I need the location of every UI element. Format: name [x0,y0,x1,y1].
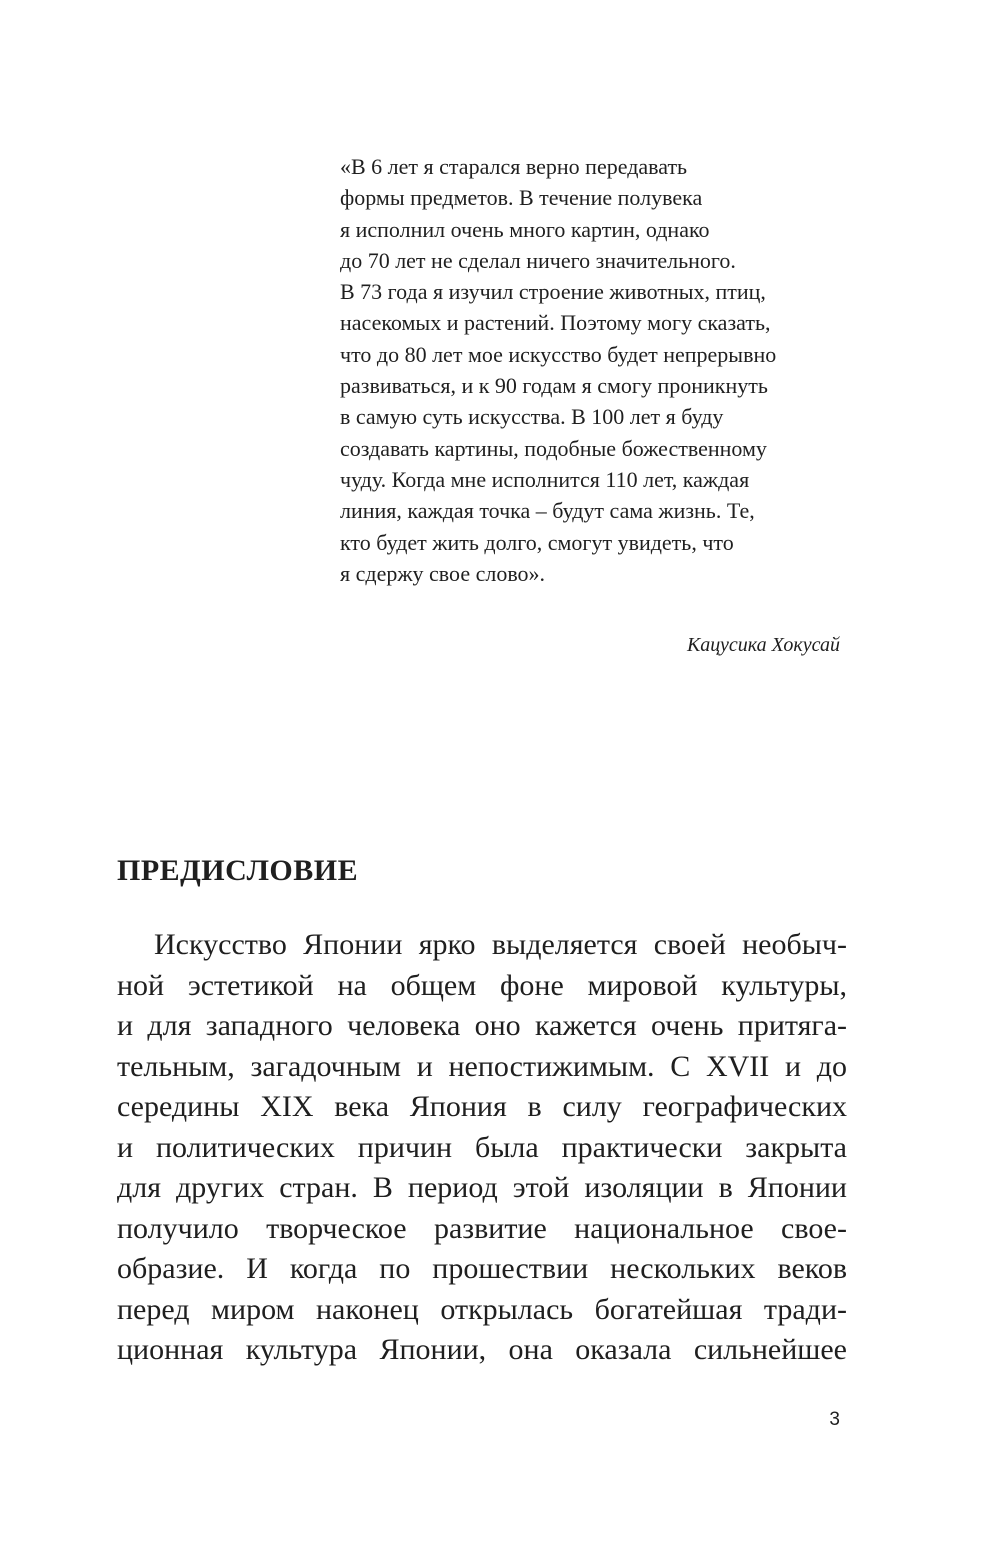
epigraph-line: формы предметов. В течение полувека [340,185,703,211]
paragraph-line: середины XIX века Япония в силу географических [117,1090,847,1123]
epigraph-line: чуду. Когда мне исполнится 110 лет, каждая [340,466,750,492]
preface-paragraph [117,925,847,1371]
epigraph-line: кто будет жить долго, смогут увидеть, что [340,529,734,555]
epigraph-line: что до 80 лет мое искусство будет непрерывно [340,341,777,367]
epigraph-line: насекомых и растений. Поэтому могу сказать, [340,310,771,336]
paragraph-line: образие. И когда по прошествии нескольких веков [117,1252,847,1285]
paragraph-line: Искусство Японии ярко выделяется своей необыч- [154,928,847,961]
paragraph-line: тельным, загадочным и непостижимым. С XVII и до [117,1049,847,1083]
paragraph-line: ной эстетикой на общем фоне мировой культуры, [117,968,847,1002]
paragraph-line: и политических причин была практически закрыта [117,1130,847,1164]
epigraph-line: я исполнил очень много картин, однако [340,216,710,242]
epigraph-line: «В 6 лет я старался верно передавать [340,154,688,179]
epigraph [340,151,860,589]
epigraph-line: создавать картины, подобные божественному [340,435,767,461]
epigraph-line: я сдержу свое слово». [340,560,546,586]
epigraph-line: развиваться, и к 90 годам я смогу проникнуть [340,373,768,399]
epigraph-line: линия, каждая точка – будут сама жизнь. Те, [340,498,755,524]
epigraph-line: в самую суть искусства. В 100 лет я буду [340,404,724,430]
epigraph-line: В 73 года я изучил строение животных, птиц, [340,279,766,305]
epigraph-attribution: Кацусика Хокусай [686,634,840,656]
paragraph-line: ционная культура Японии, она оказала сильнейшее [117,1333,847,1366]
section-heading: ПРЕДИСЛОВИЕ [117,854,359,887]
paragraph-line: получило творческое развитие национальное свое- [117,1211,847,1245]
paragraph-line: и для западного человека оно кажется очень притяга- [117,1009,847,1042]
page-number: 3 [829,1409,840,1430]
paragraph-line: для других стран. В период этой изоляции в Японии [117,1171,847,1204]
paragraph-line: перед миром наконец открылась богатейшая тради- [117,1292,847,1326]
epigraph-line: до 70 лет не сделал ничего значительного. [340,247,736,273]
